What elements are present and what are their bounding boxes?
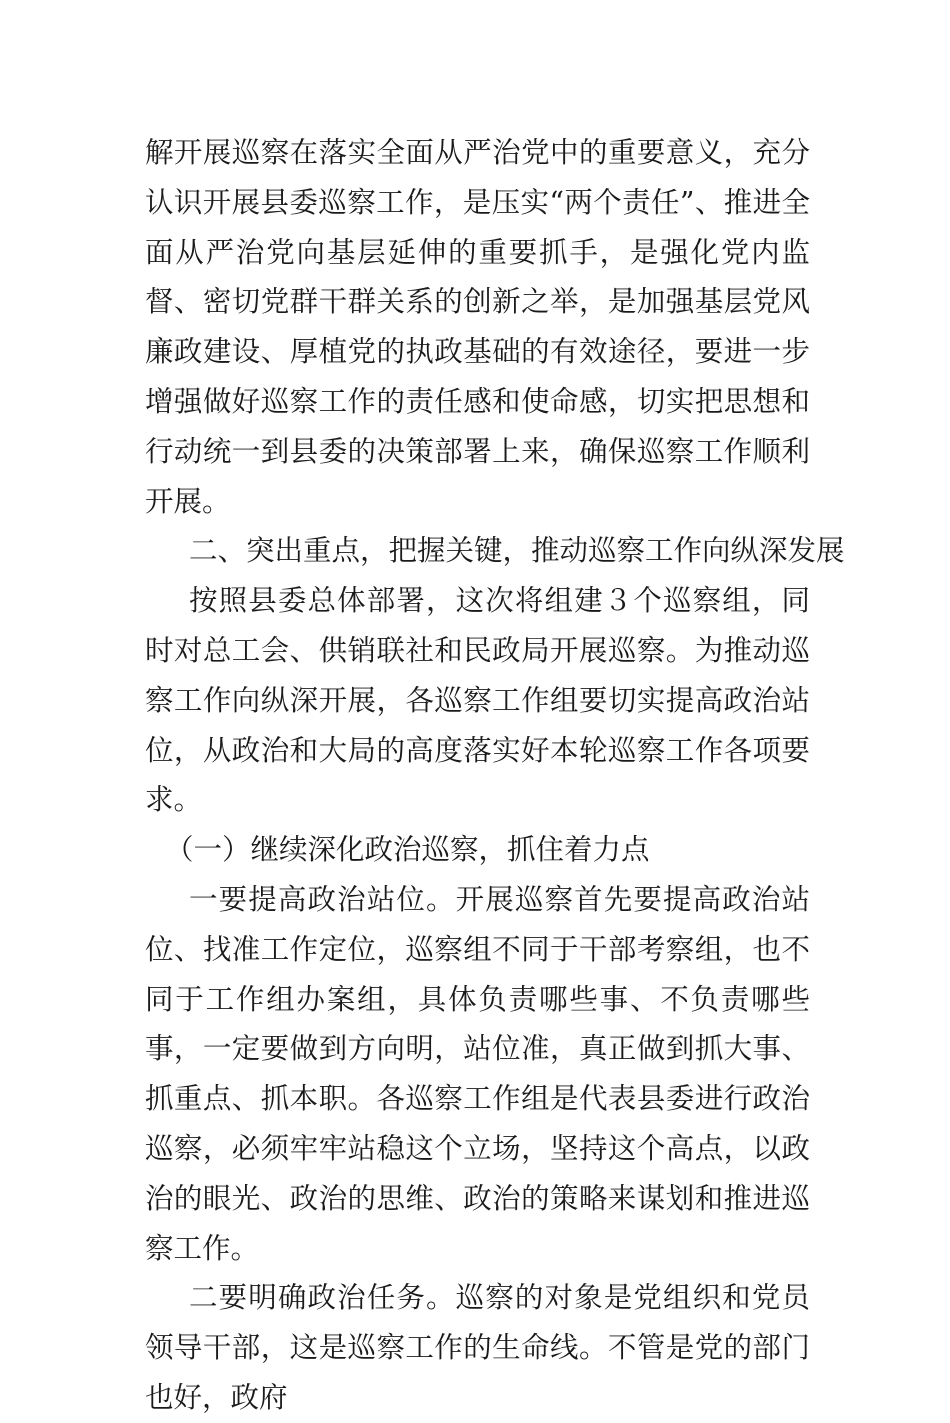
section-heading: 二、突出重点，把握关键，推动巡察工作向纵深发展	[189, 534, 845, 568]
paragraph-deployment: 按照县委总体部署，这次将组建３个巡察组，同时对总工会、供销联社和民政局开展巡察。为推动巡察工作向纵深开展，各巡察工作组要切实提高政治站位，从政治和大局的高度落实好本轮巡察工作各项要求。	[145, 584, 810, 817]
paragraph-continuation: 解开展巡察在落实全面从严治党中的重要意义，充分认识开展县委巡察工作，是压实“两个责任”、推进全面从严治党向基层延伸的重要抓手，是强化党内监督、密切党群干群关系的创新之举，是加强基层党风廉政建设、厚植党的执政基础的有效途径，要进一步增强做好巡察工作的责任感和使命感，切实把思想和行动统一到县委的决策部署上来，确保巡察工作顺利开展。	[145, 136, 810, 518]
paragraph-political-standing: 一要提高政治站位。开展巡察首先要提高政治站位、找准工作定位，巡察组不同于干部考察组，也不同于工作组办案组，具体负责哪些事、不负责哪些事，一定要做到方向明，站位准，真正做到抓大事、抓重点、抓本职。各巡察工作组是代表县委进行政治巡察，必须牢牢站稳这个立场，坚持这个高点，以政治的眼光、政治的思维、政治的策略来谋划和推进巡察工作。	[145, 882, 810, 1265]
subsection-heading: （一）继续深化政治巡察，抓住着力点	[165, 833, 650, 867]
document-body	[145, 128, 845, 1423]
paragraph-political-task: 二要明确政治任务。巡察的对象是党组织和党员领导干部，这是巡察工作的生命线。不管是党的部门也好，政府	[145, 1281, 810, 1414]
